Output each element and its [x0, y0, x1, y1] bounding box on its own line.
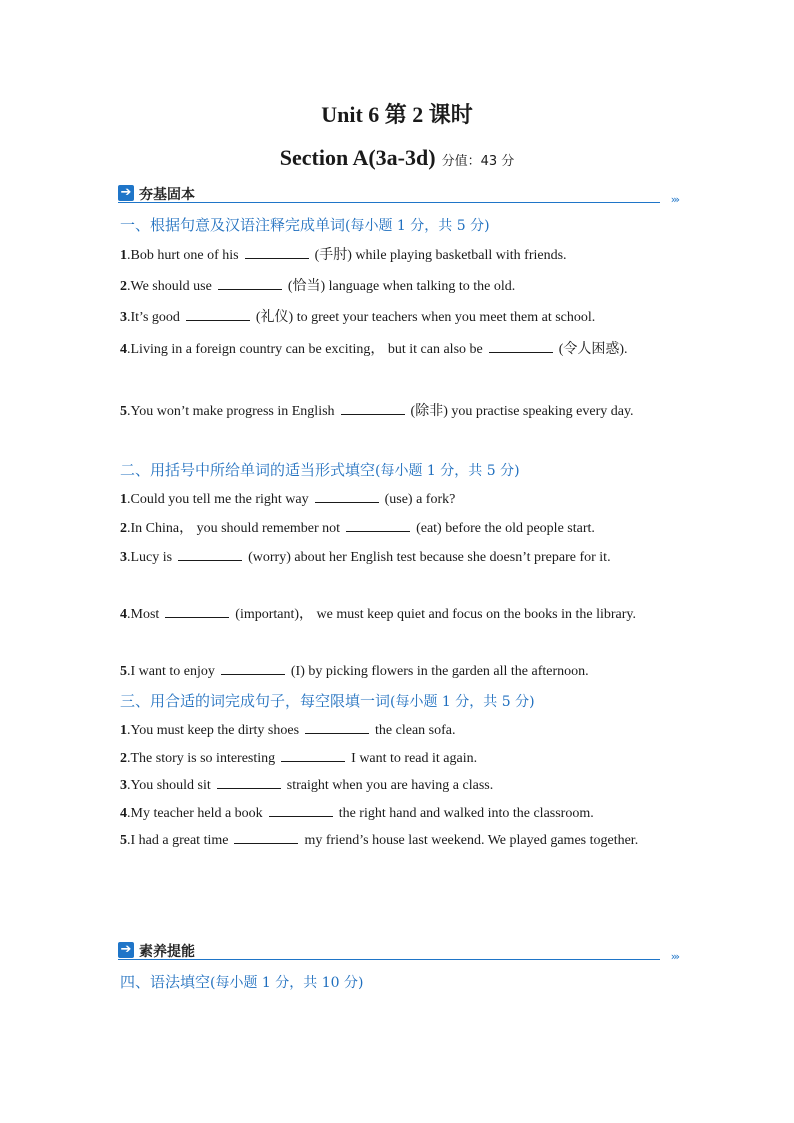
answer-blank[interactable] — [315, 488, 379, 503]
heading-text: 四、语法填空 — [120, 973, 211, 991]
question-number: 1 — [120, 723, 127, 738]
section-name: Section A(3a-3d) — [279, 145, 436, 170]
question-number: 5 — [120, 664, 127, 679]
answer-blank[interactable] — [178, 546, 242, 561]
answer-blank[interactable] — [234, 829, 298, 844]
question-text: the clean sofa. — [375, 723, 456, 738]
question-text: (I) by picking flowers in the garden all the afternoon. — [290, 664, 589, 679]
question-text: .You must keep the dirty shoes — [127, 723, 300, 738]
section-heading — [120, 459, 520, 480]
score-note: 分值：43 分 — [441, 154, 515, 169]
question-number: 2 — [120, 279, 127, 294]
section-heading — [120, 690, 535, 711]
question-number: 1 — [120, 492, 127, 507]
question-number: 3 — [120, 778, 127, 793]
question-text: my friend’s house last weekend. We played games together. — [304, 833, 639, 848]
band-advanced — [118, 941, 678, 961]
question-text: .Lucy is — [127, 550, 173, 565]
question-text: .Most — [127, 607, 160, 622]
question-text: .I had a great time — [127, 833, 229, 848]
answer-blank[interactable] — [245, 244, 309, 259]
question-text: (手肘) while playing basketball with friends. — [314, 248, 567, 263]
question-item — [120, 485, 672, 515]
heading-text: 二、用括号中所给单词的适当形式填空 — [120, 461, 376, 479]
answer-blank[interactable] — [221, 660, 285, 675]
question-item — [120, 657, 672, 687]
band-label: 素养提能 — [139, 944, 195, 960]
question-text: .Living in a foreign country can be exciting， but it can also be — [127, 342, 483, 357]
answer-blank[interactable] — [186, 306, 250, 321]
question-item — [120, 396, 672, 427]
question-text: (use) a fork? — [384, 492, 456, 507]
page-subtitle — [0, 145, 794, 171]
question-number: 2 — [120, 521, 127, 536]
question-text: (礼仪) to greet your teachers when you meet them at school. — [255, 310, 596, 325]
question-number: 5 — [120, 833, 127, 848]
answer-blank[interactable] — [341, 400, 405, 415]
answer-blank[interactable] — [165, 603, 229, 618]
question-number: 3 — [120, 550, 127, 565]
question-number: 4 — [120, 806, 127, 821]
band-rule — [118, 959, 660, 960]
question-number: 1 — [120, 248, 127, 263]
triple-chevron-icon: ››› — [670, 950, 678, 963]
question-text: (worry) about her English test because she doesn’t prepare for it. — [248, 550, 611, 565]
answer-blank[interactable] — [346, 517, 410, 532]
question-number: 3 — [120, 310, 127, 325]
question-text: .You won’t make progress in English — [127, 404, 335, 419]
question-item — [120, 272, 672, 302]
question-text: (恰当) language when talking to the old. — [287, 279, 516, 294]
heading-text: 三、用合适的词完成句子，每空限填一词 — [120, 692, 391, 710]
question-item — [120, 827, 672, 854]
question-number: 4 — [120, 607, 127, 622]
heading-note: (每小题 1 分，共 5 分) — [345, 218, 490, 234]
question-text: straight when you are having a class. — [286, 778, 494, 793]
question-text: .Could you tell me the right way — [127, 492, 309, 507]
band-rule — [118, 202, 660, 203]
question-item — [120, 600, 672, 629]
answer-blank[interactable] — [218, 275, 282, 290]
heading-note: (每小题 1 分，共 5 分) — [375, 463, 520, 479]
question-item — [120, 716, 672, 746]
answer-blank[interactable] — [489, 338, 553, 353]
question-text: .I want to enjoy — [127, 664, 215, 679]
question-text: (eat) before the old people start. — [416, 521, 595, 536]
triple-chevron-icon: ››› — [670, 193, 678, 206]
question-number: 4 — [120, 342, 127, 357]
question-number: 5 — [120, 404, 127, 419]
question-text: .We should use — [127, 279, 212, 294]
question-text: .Bob hurt one of his — [127, 248, 239, 263]
question-text: .It’s good — [127, 310, 180, 325]
band-label: 夯基固本 — [139, 187, 195, 203]
question-item — [120, 241, 672, 271]
heading-text: 一、根据句意及汉语注释完成单词 — [120, 216, 346, 234]
arrow-right-icon: ➔ — [118, 942, 134, 958]
question-text: .The story is so interesting — [127, 751, 276, 766]
heading-note: (每小题 1 分，共 10 分) — [210, 975, 364, 991]
section-heading — [120, 971, 363, 992]
question-item — [120, 334, 672, 365]
question-item — [120, 771, 672, 801]
page-title: Unit 6 第 2 课时 — [321, 102, 473, 127]
band-basic — [118, 184, 678, 204]
question-text: .My teacher held a book — [127, 806, 263, 821]
question-item — [120, 744, 672, 774]
answer-blank[interactable] — [269, 802, 333, 817]
question-text: (除非) you practise speaking every day. — [410, 404, 634, 419]
question-text: (令人困惑). — [558, 342, 628, 357]
question-item — [120, 514, 672, 544]
heading-note: (每小题 1 分，共 5 分) — [390, 694, 535, 710]
question-text: I want to read it again. — [351, 751, 478, 766]
question-text: the right hand and walked into the classroom. — [338, 806, 594, 821]
question-number: 2 — [120, 751, 127, 766]
answer-blank[interactable] — [281, 747, 345, 762]
section-heading — [120, 214, 490, 235]
answer-blank[interactable] — [305, 719, 369, 734]
arrow-right-icon: ➔ — [118, 185, 134, 201]
question-text: .In China， you should remember not — [127, 521, 341, 536]
question-item — [120, 303, 672, 333]
question-item — [120, 544, 672, 572]
question-text: (important)， we must keep quiet and focus on the books in the library. — [235, 607, 637, 622]
answer-blank[interactable] — [217, 774, 281, 789]
question-text: .You should sit — [127, 778, 211, 793]
question-item — [120, 799, 672, 829]
